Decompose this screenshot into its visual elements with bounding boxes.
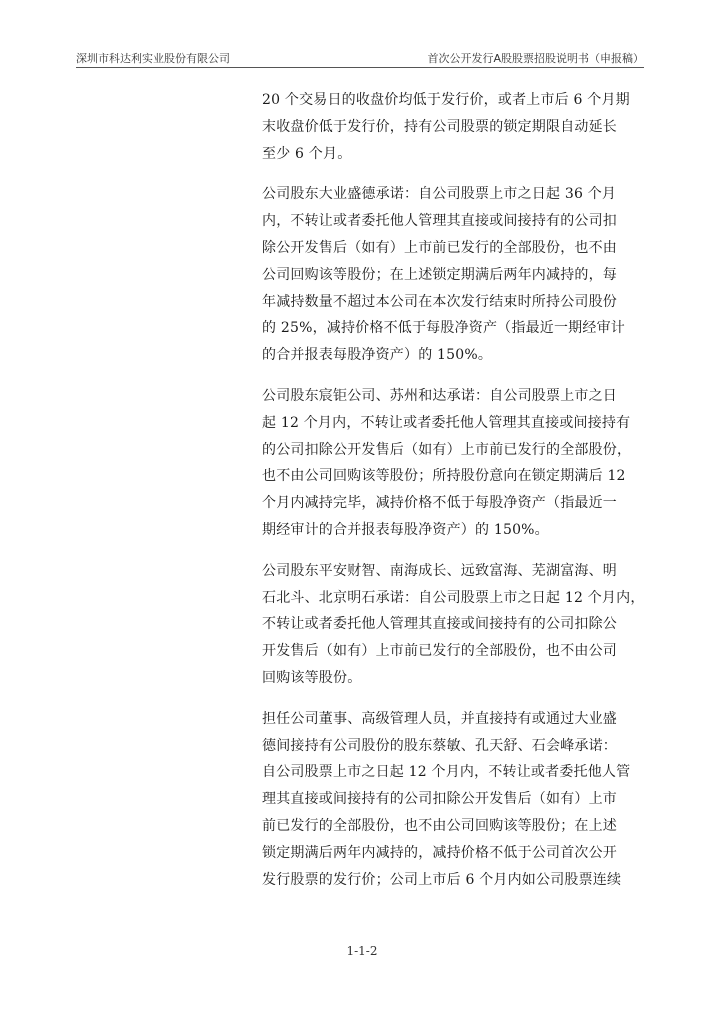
header-divider bbox=[76, 67, 644, 68]
header-document-title: 首次公开发行A股股票招股说明书（申报稿） bbox=[427, 52, 644, 65]
page-number: 1-1-2 bbox=[346, 944, 378, 958]
paragraph-line: 德间接持有公司股份的股东蔡敏、孔天舒、石会峰承诺： bbox=[262, 737, 617, 754]
paragraph-line: 公司股东平安财智、南海成长、远致富海、芜湖富海、明 bbox=[262, 562, 617, 579]
paragraph-line: 前已发行的全部股份，也不由公司回购该等股份；在上述 bbox=[262, 817, 617, 834]
paragraph-chenju-suzhou-commitment bbox=[262, 383, 644, 544]
paragraph-line: 末收盘价低于发行价，持有公司股票的锁定期限自动延长 bbox=[262, 118, 617, 135]
paragraph-line: 起 12 个月内，不转让或者委托他人管理其直接或间接持有 bbox=[262, 414, 631, 431]
paragraph-line: 至少 6 个月。 bbox=[262, 145, 352, 162]
paragraph-line: 不转让或者委托他人管理其直接或间接持有的公司扣除公 bbox=[262, 616, 617, 633]
paragraph-line: 的 25%，减持价格不低于每股净资产（指最近一期经审计 bbox=[262, 320, 625, 337]
paragraph-line: 年减持数量不超过本公司在本次发行结束时所持公司股份 bbox=[262, 293, 617, 310]
paragraph-line: 自公司股票上市之日起 12 个月内，不转让或者委托他人管 bbox=[262, 764, 631, 781]
paragraph-line: 内，不转让或者委托他人管理其直接或间接持有的公司扣 bbox=[262, 213, 617, 230]
paragraph-line: 个月内减持完毕，减持价格不低于每股净资产（指最近一 bbox=[262, 495, 617, 512]
paragraph-line: 公司股东宸钜公司、苏州和达承诺：自公司股票上市之日 bbox=[262, 387, 617, 404]
document-body bbox=[262, 87, 644, 907]
paragraph-line: 担任公司董事、高级管理人员，并直接持有或通过大业盛 bbox=[262, 710, 617, 727]
header-company-name: 深圳市科达利实业股份有限公司 bbox=[76, 52, 230, 65]
paragraph-line: 开发售后（如有）上市前已发行的全部股份，也不由公司 bbox=[262, 643, 617, 660]
paragraph-line: 回购该等股份。 bbox=[262, 669, 362, 686]
paragraph-line: 理其直接或间接持有的公司扣除公开发售后（如有）上市 bbox=[262, 791, 617, 808]
paragraph-pingan-investors-commitment bbox=[262, 558, 644, 692]
paragraph-line: 20 个交易日的收盘价均低于发行价，或者上市后 6 个月期 bbox=[262, 92, 630, 108]
paragraph-line: 也不由公司回购该等股份；所持股份意向在锁定期满后 12 bbox=[262, 468, 626, 485]
paragraph-line: 发行股票的发行价；公司上市后 6 个月内如公司股票连续 bbox=[262, 871, 622, 888]
page-header bbox=[76, 48, 644, 66]
paragraph-line: 公司股东大业盛德承诺：自公司股票上市之日起 36 个月 bbox=[262, 186, 617, 203]
paragraph-line: 锁定期满后两年内减持的，减持价格不低于公司首次公开 bbox=[262, 844, 617, 861]
paragraph-line: 石北斗、北京明石承诺：自公司股票上市之日起 12 个月内， bbox=[262, 589, 645, 606]
paragraph-line: 的公司扣除公开发售后（如有）上市前已发行的全部股份， bbox=[262, 441, 632, 458]
paragraph-lockup-extension bbox=[262, 87, 644, 167]
paragraph-line: 公司回购该等股份；在上述锁定期满后两年内减持的，每 bbox=[262, 266, 617, 283]
paragraph-dayeshengde-commitment bbox=[262, 181, 644, 369]
paragraph-line: 除公开发售后（如有）上市前已发行的全部股份，也不由 bbox=[262, 239, 617, 256]
paragraph-directors-commitment bbox=[262, 706, 644, 894]
paragraph-line: 期经审计的合并报表每股净资产）的 150%。 bbox=[262, 521, 549, 538]
paragraph-line: 的合并报表每股净资产）的 150%。 bbox=[262, 347, 493, 364]
